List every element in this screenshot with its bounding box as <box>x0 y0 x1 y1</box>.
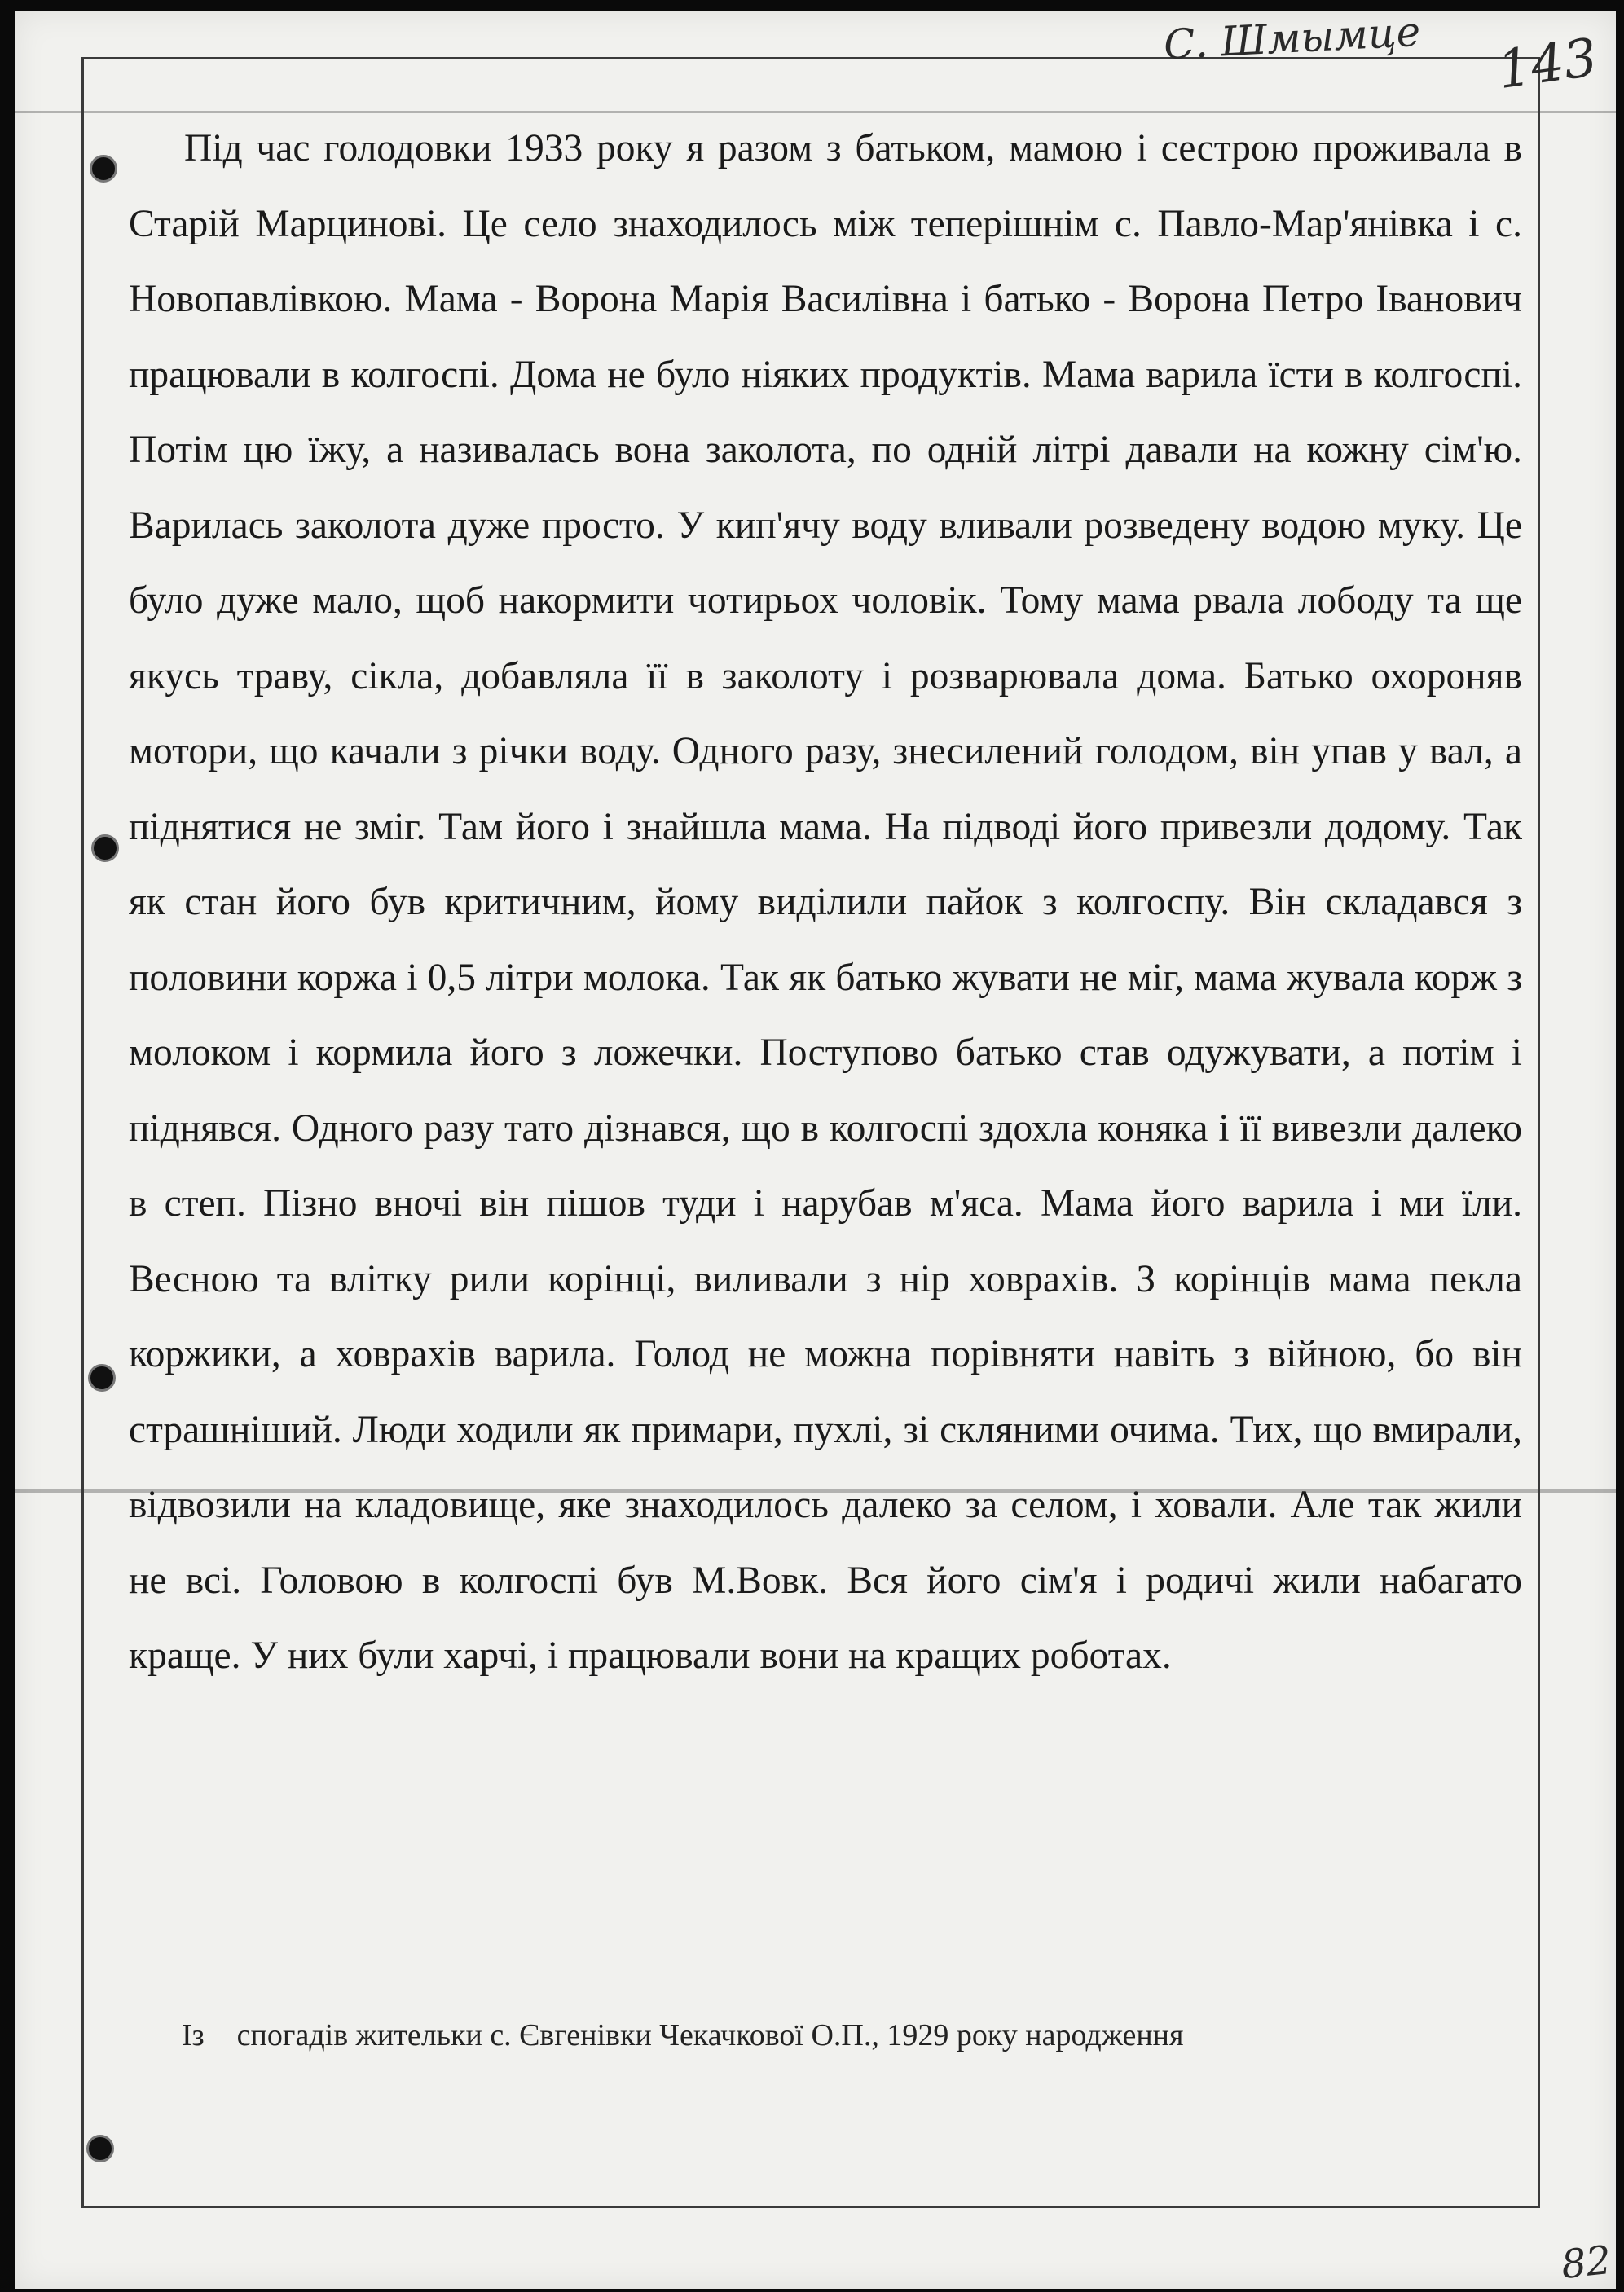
punch-hole-2 <box>91 834 119 862</box>
punch-hole-1 <box>90 155 117 183</box>
source-text: спогадів жительки с. Євгенівки Чекачкової О.П., 1929 року народження <box>236 2018 1184 2052</box>
handwritten-page-number: 143 <box>1494 27 1601 102</box>
handwritten-top-note: С. Шмымце <box>1162 7 1422 69</box>
punch-hole-3 <box>88 1364 116 1392</box>
punch-hole-4 <box>86 2135 114 2162</box>
testimony-text: Під час голодовки 1933 року я разом з батьком, мамою і сестрою проживала в Старій Марциновi. Це село знаходилось між теперішнім с. Павло-Мар'янівка і с. Новопавлівкою. Мама - Ворона Марія Василівна і батько - Ворона Петро Іванович працювали в колгоспі. Дома не було ніяких продуктів. Мама варила їсти в колгоспі. Потім цю їжу, а називалась вона заколота, по одній літрі давали на кожну сім'ю. Варилась заколота дуже просто. У кип'ячу воду вливали розведену водою муку. Це було дуже мало, щоб накормити чотирьох чоловік. Тому мама рвала лободу та ще якусь траву, сікла, добавляла її в заколоту і розварювала дома. Батько охороняв мотори, що качали з річки воду. Одного разу, знесилений голодом, він упав у вал, а піднятися не зміг. Там його і знайшла мама. На підводі його привезли додому. Так як стан його був критичним, йому виділили пайок з колгоспу. Він складався з половини коржа і 0,5 літри молока. Так як батько жувати не міг, мама жувала корж з молоком і кормила його з ложечки. Поступово батько став одужувати, а потім і піднявся. Одного разу тато дізнався, що в колгоспі здохла коняка і її вивезли далеко в степ. Пізно вночі він пішов туди і нарубав м'яса. Мама його варила і ми їли. Весною та влітку рили корінці, виливали з нір ховрахів. З корінців мама пекла коржики, а ховрахів варила. Голод не можна порівняти навіть з війною, бо він страшніший. Люди ходили як примари, пухлі, зі скляними очима. Тих, що вмирали, відвозили на кладовище, яке знаходилось далеко за селом, і ховали. Але так жили не всі. Головою в колгоспі був М.Вовк. Вся його сім'я і родичі жили набагато краще. У них були харчі, і працювали вони на кращих роботах. <box>129 127 1522 1677</box>
handwritten-bottom-number: 82 <box>1559 2237 1613 2289</box>
source-attribution <box>182 2017 1485 2053</box>
source-prefix: Із <box>182 2018 205 2052</box>
scanned-page <box>15 7 1616 2289</box>
